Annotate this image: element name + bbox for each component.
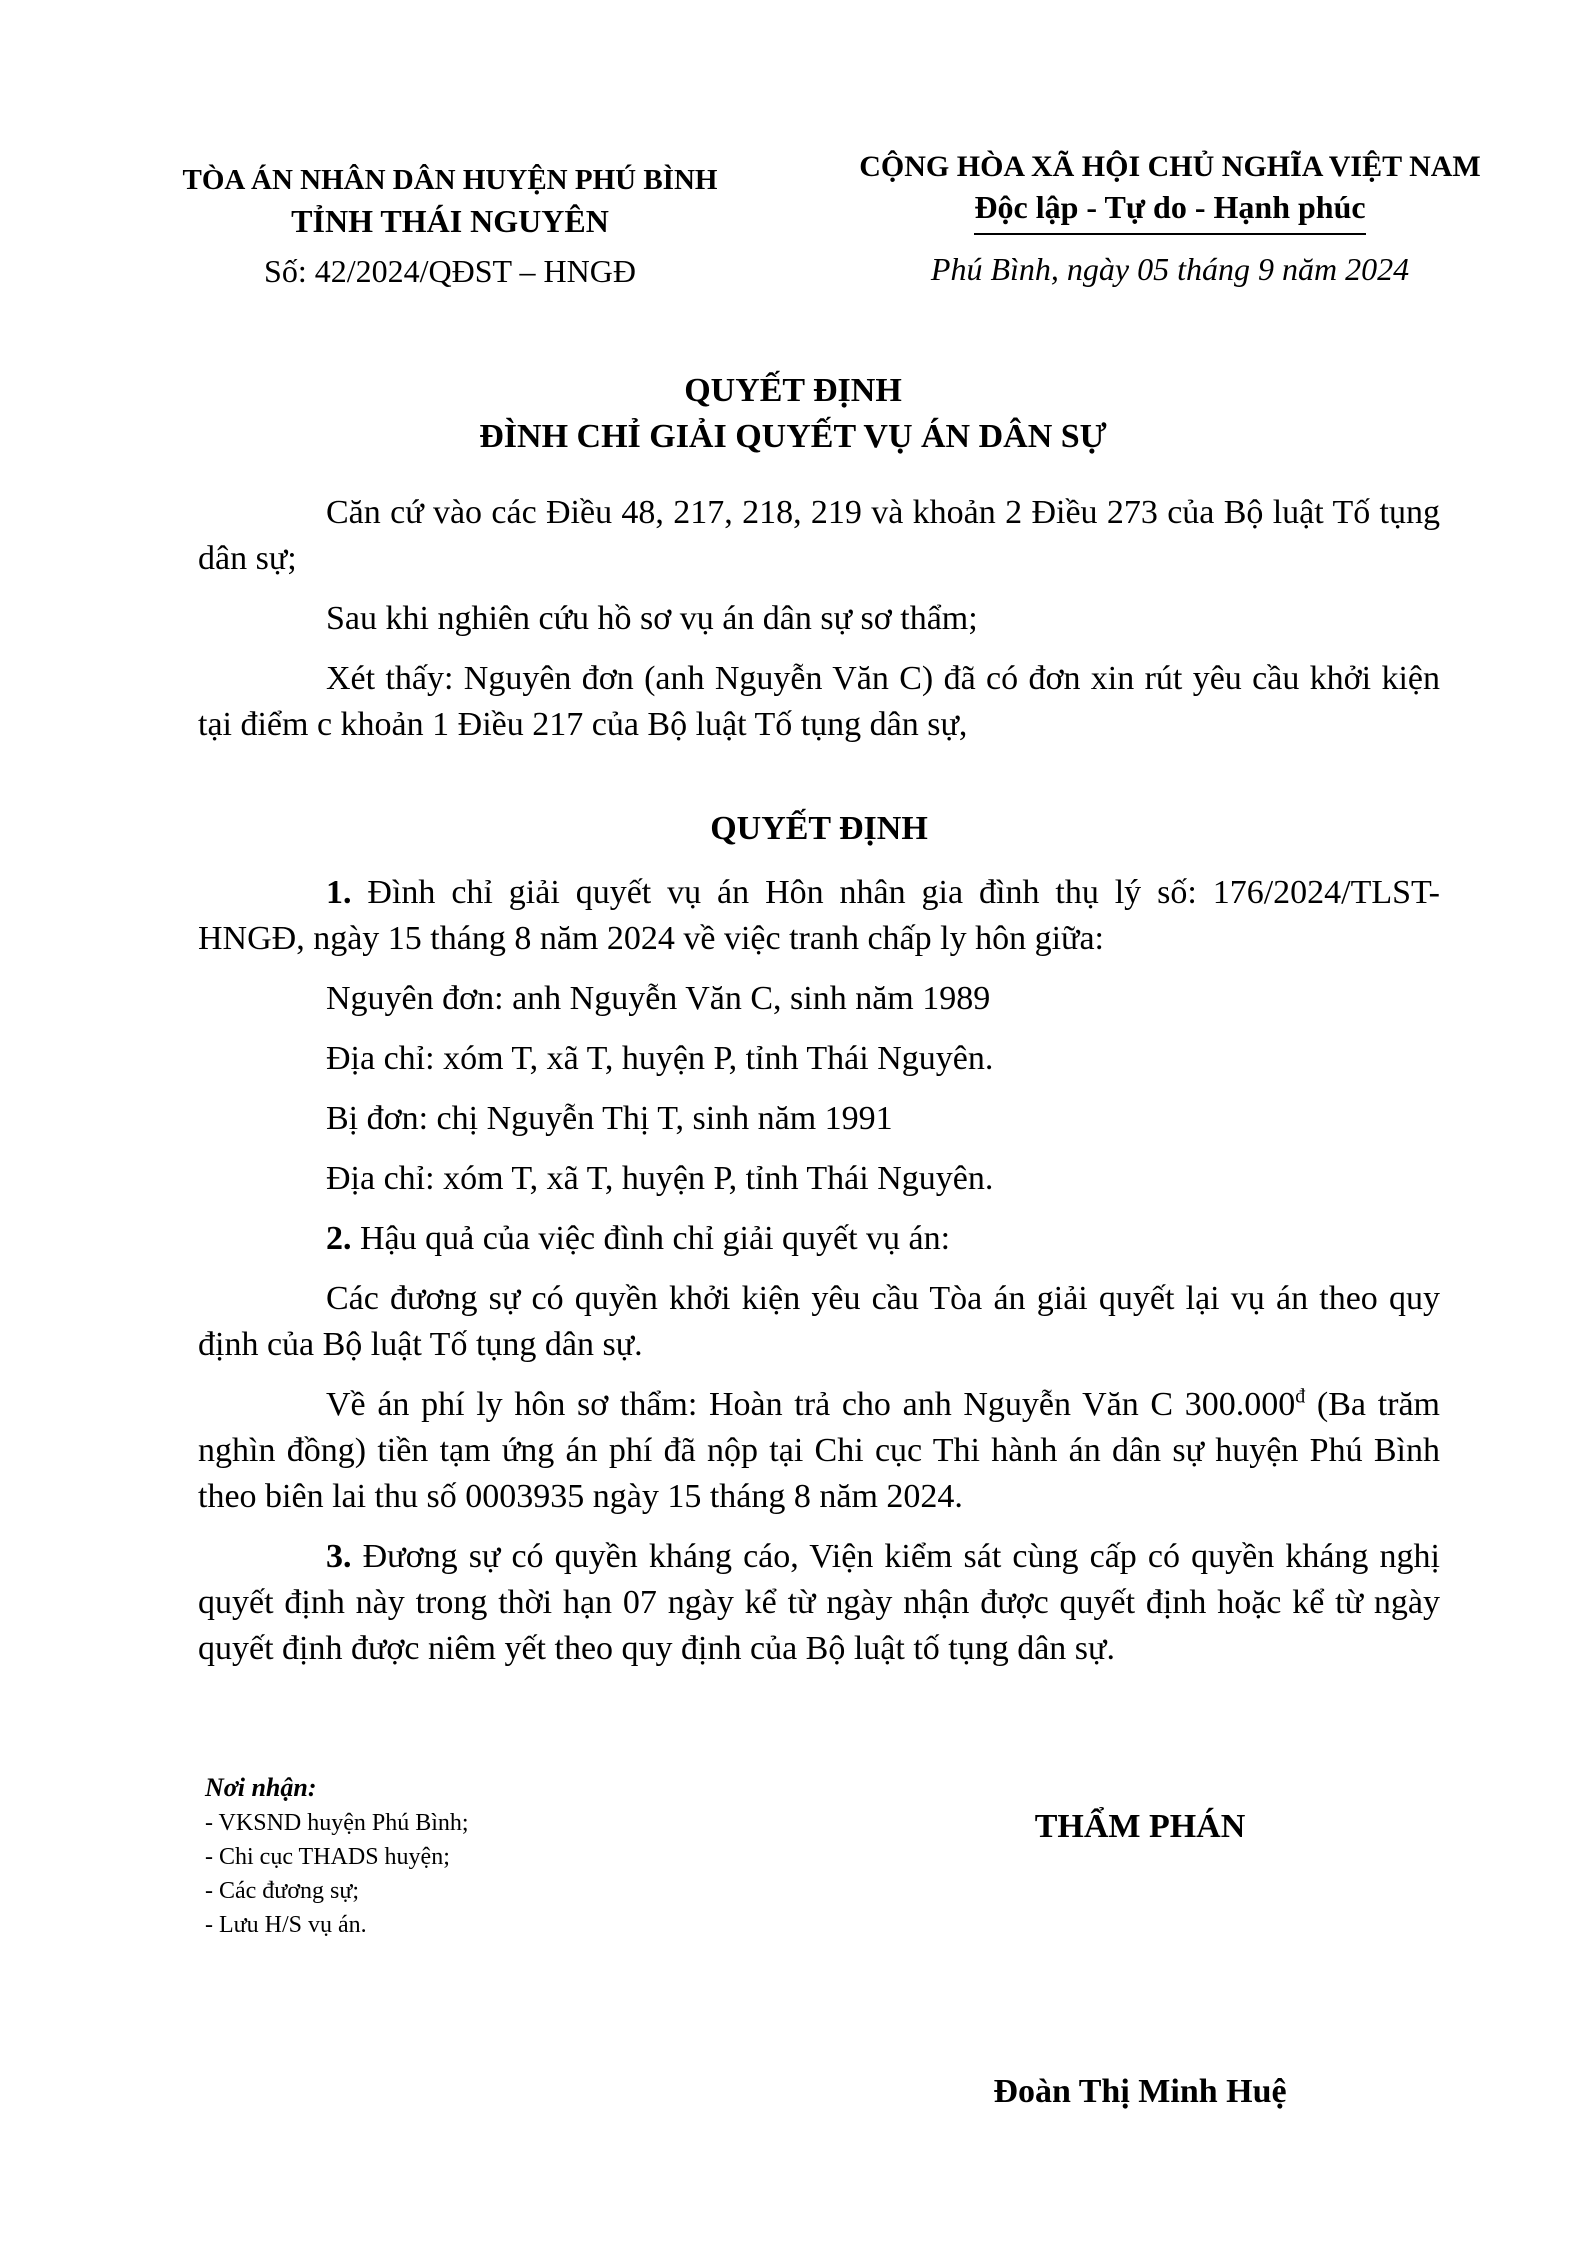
document-body <box>198 490 1440 1672</box>
document-title <box>0 368 1586 460</box>
defendant-address: Địa chỉ: xóm T, xã T, huyện P, tỉnh Thái Nguyên. <box>326 1160 994 1197</box>
national-motto: Độc lập - Tự do - Hạnh phúc <box>974 187 1365 235</box>
court-fee <box>198 1382 1440 1520</box>
recipients-title: Nơi nhận: <box>205 1773 317 1802</box>
fee-text-2: (Ba trăm nghìn đồng) tiền tạm ứng án phí đã nộp tại Chi cục Thi hành án dân sự huyện Phú Bình theo biên lai thu số 0003935 ngày 15 tháng 8 năm 2024. <box>198 1386 1440 1515</box>
item-3-text: Đương sự có quyền kháng cáo, Viện kiểm sát cùng cấp có quyền kháng nghị quyết định này trong thời hạn 07 ngày kể từ ngày nhận được quyết định hoặc kể từ ngày quyết định được niêm yết theo quy định của Bộ luật tố tụng dân sự. <box>198 1538 1440 1667</box>
court-header <box>140 160 760 296</box>
signer-name: Đoàn Thị Minh Huệ <box>993 2073 1287 2110</box>
item-3-number: 3. <box>326 1538 352 1575</box>
finding: Xét thấy: Nguyên đơn (anh Nguyễn Văn C) đã có đơn xin rút yêu cầu khởi kiện tại điểm c khoản 1 Điều 217 của Bộ luật Tố tụng dân sự, <box>198 660 1440 743</box>
plaintiff: Nguyên đơn: anh Nguyễn Văn C, sinh năm 1989 <box>326 980 991 1017</box>
plaintiff-address: Địa chỉ: xóm T, xã T, huyện P, tỉnh Thái Nguyên. <box>326 1040 994 1077</box>
item-2-number: 2. <box>326 1220 352 1257</box>
item-1-text: Đình chỉ giải quyết vụ án Hôn nhân gia đình thụ lý số: 176/2024/TLST-HNGĐ, ngày 15 tháng 8 năm 2024 về việc tranh chấp ly hôn giữa: <box>198 874 1440 957</box>
decision-item-3 <box>198 1534 1440 1672</box>
court-name: TÒA ÁN NHÂN DÂN HUYỆN PHÚ BÌNH <box>182 164 718 196</box>
case-review: Sau khi nghiên cứu hồ sơ vụ án dân sự sơ thẩm; <box>326 600 978 637</box>
national-header <box>820 147 1520 289</box>
item-1-number: 1. <box>326 874 352 911</box>
title-line-2: ĐÌNH CHỈ GIẢI QUYẾT VỤ ÁN DÂN SỰ <box>479 418 1107 455</box>
recipient-item: - VKSND huyện Phú Bình; <box>205 1810 469 1836</box>
signer-title: THẨM PHÁN <box>1034 1808 1246 1845</box>
defendant: Bị đơn: chị Nguyễn Thị T, sinh năm 1991 <box>326 1100 893 1137</box>
province-name: TỈNH THÁI NGUYÊN <box>291 203 609 239</box>
recipients-block <box>205 1770 765 1942</box>
recipient-item: - Lưu H/S vụ án. <box>205 1912 367 1938</box>
date-line: Phú Bình, ngày 05 tháng 9 năm 2024 <box>930 251 1410 287</box>
legal-basis: Căn cứ vào các Điều 48, 217, 218, 219 và khoản 2 Điều 273 của Bộ luật Tố tụng dân sự; <box>198 494 1440 577</box>
decision-item-2 <box>198 1216 1440 1262</box>
fee-text-1: Về án phí ly hôn sơ thẩm: Hoàn trả cho anh Nguyễn Văn C 300.000 <box>326 1386 1296 1423</box>
recipient-item: - Chi cục THADS huyện; <box>205 1844 450 1870</box>
title-line-1: QUYẾT ĐỊNH <box>684 372 902 409</box>
document-number: Số: 42/2024/QĐST – HNGĐ <box>264 253 636 289</box>
recipient-item: - Các đương sự; <box>205 1878 360 1904</box>
decision-item-1 <box>198 870 1440 962</box>
item-2-text: Hậu quả của việc đình chỉ giải quyết vụ án: <box>351 1220 951 1257</box>
currency-symbol: đ <box>1295 1385 1306 1408</box>
right-to-resue: Các đương sự có quyền khởi kiện yêu cầu Tòa án giải quyết lại vụ án theo quy định của Bộ luật Tố tụng dân sự. <box>198 1280 1440 1363</box>
nation-name: CỘNG HÒA XÃ HỘI CHỦ NGHĨA VIỆT NAM <box>859 150 1481 183</box>
decision-heading: QUYẾT ĐỊNH <box>710 810 928 847</box>
